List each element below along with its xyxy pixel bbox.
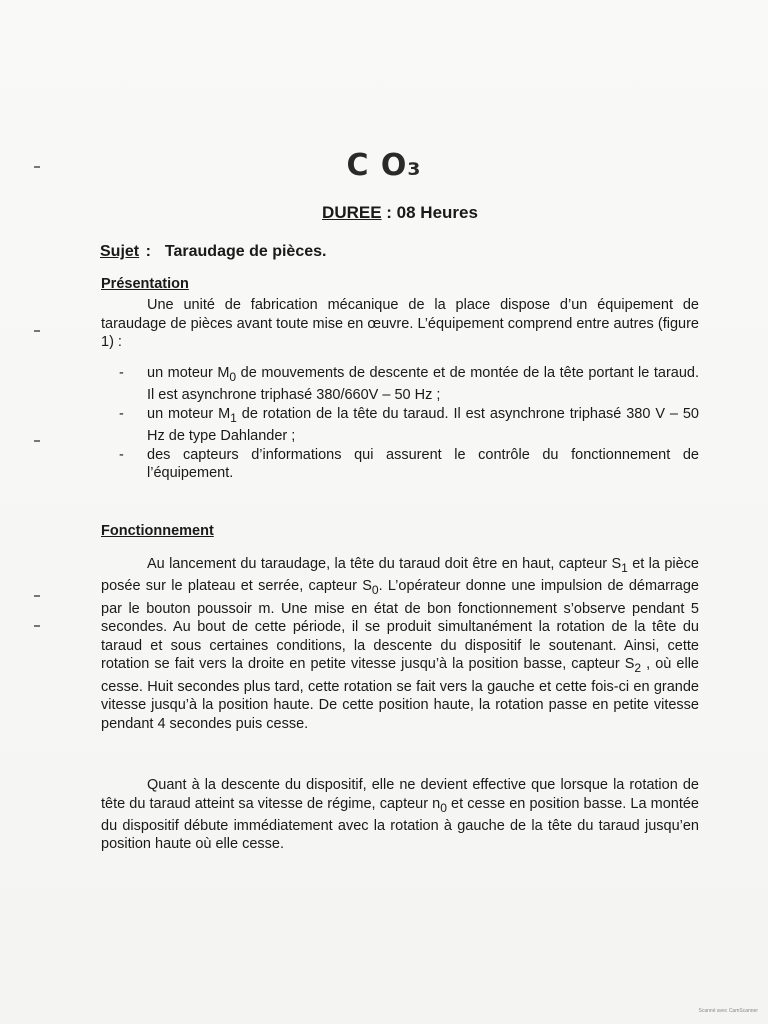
scan-mark	[34, 166, 40, 168]
list-item-text: des capteurs d’informations qui assurent le contrôle du fonctionnement de l’équipement.	[147, 446, 699, 482]
subscript: 0	[229, 369, 237, 384]
subscript: 0	[440, 800, 447, 815]
list-item-text: de mouvements de descente et de montée de la tête portant le taraud. Il est asynchrone triphasé 380/660V – 50 Hz ;	[147, 365, 699, 404]
duration-label: DUREE	[322, 203, 382, 222]
list-item-text: de rotation de la tête du taraud. Il est asynchrone triphasé 380 V – 50 Hz de type Dahlander ;	[147, 405, 699, 445]
fonctionnement-heading: Fonctionnement	[101, 523, 214, 539]
presentation-intro-text: Une unité de fabrication mécanique de la place dispose d’un équipement de taraudage de pièces avant toute mise en œuvre. L’équipement comprend entre autres (figure 1) :	[101, 297, 699, 350]
subject-line	[100, 243, 326, 261]
paragraph-text: Quant à la descente du dispositif, elle ne devient effective que lorsque la rotation de tête du taraud atteint sa vitesse de régime, capteur n	[101, 777, 699, 812]
scan-mark	[34, 440, 40, 442]
document-title: C O₃	[346, 148, 422, 183]
scanner-watermark: Scanné avec CamScanner	[698, 1008, 758, 1014]
subject-value: Taraudage de pièces.	[164, 243, 327, 260]
paragraph-text: et cesse en position basse. La montée du dispositif débute immédiatement avec la rotation à gauche de la tête du taraud jusqu’en position haute où elle cesse.	[101, 795, 699, 853]
paragraph-text: Au lancement du taraudage, la tête du taraud doit être en haut, capteur S	[147, 556, 622, 572]
equipment-list	[101, 364, 699, 483]
list-item-text: un moteur M	[147, 365, 230, 381]
duration-value: 08 Heures	[396, 203, 478, 222]
duration-separator: :	[381, 203, 397, 222]
fonctionnement-paragraph-1	[101, 555, 699, 733]
scan-mark	[34, 595, 40, 597]
presentation-heading: Présentation	[101, 276, 189, 292]
list-item: - un moteur $M_1$ de rotation de la tête du taraud. Il est asynchrone triphasé 380 V – 50 Hz de type Dahlander ;	[119, 405, 699, 445]
list-item: - un moteur $M_0$ de mouvements de descente et de montée de la tête portant le taraud. Il est asynchrone triphasé 380/660V – 50 Hz ;	[119, 365, 699, 404]
subscript: 1	[621, 560, 628, 575]
list-item-text: un moteur M	[147, 405, 231, 422]
subscript: 0	[371, 583, 379, 598]
paragraph-text: . L’opérateur donne une impulsion de démarrage par le bouton poussoir m. Une mise en état de bon fonctionnement s’observe pendant 5 secondes. Au bout de cette période, il se produit simultanément la rotation de la tête du taraud et sous certaines conditions, la descente du dispositif le soutenant. Ainsi, cette rotation se fait vers la droite en petite vitesse jusqu’à la position basse, capteur S	[101, 578, 699, 673]
list-item: - des capteurs d’informations qui assurent le contrôle du fonctionnement de l’équipement.	[119, 446, 699, 482]
paragraph-text: , où elle cesse. Huit secondes plus tard, cette rotation se fait vers la gauche et cette fois-ci en grande vitesse jusqu’à la position haute. De cette position haute, la rotation passe en petite vitesse pendant 4 secondes puis cesse.	[101, 656, 699, 732]
subscript: 1	[230, 410, 237, 425]
subscript: 2	[634, 661, 642, 676]
subject-label: Sujet	[100, 243, 140, 260]
fonctionnement-paragraph-2	[101, 776, 699, 854]
scan-mark	[34, 625, 40, 627]
presentation-intro	[101, 296, 699, 352]
paragraph-text: et la pièce posée sur le plateau et serrée, capteur S	[101, 556, 699, 595]
duration-line	[0, 203, 768, 223]
subject-separator: :	[141, 243, 151, 260]
scan-mark	[34, 330, 40, 332]
